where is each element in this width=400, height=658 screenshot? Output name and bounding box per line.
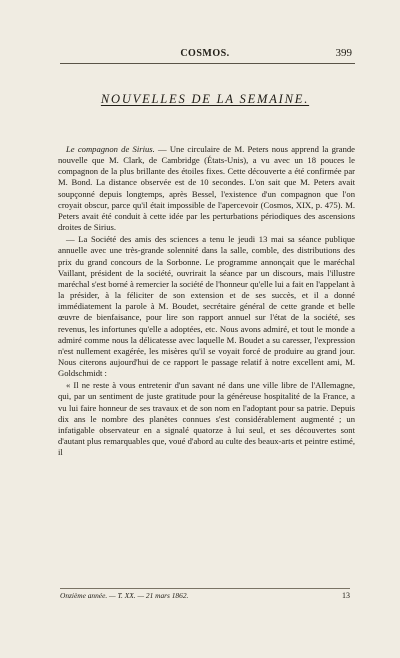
paragraph-text: — La Société des amis des sciences a tenu le jeudi 13 mai sa séance publique annuelle avec une très-grande solennité dans la salle, comble, des distributions des prix du grand concours de la Sorbonne. Le programme annonçait que le maréchal Vaillant, président de la société, ouvrirait la séance par un discours, mais l'illustre maréchal s'est borné à remercier la société de l'honneur qu'elle lui a fait en l'appelant à la présider, à la féliciter de son extension et de ses succès, et il a donné immédiatement la parole à M. Boudet, secrétaire général de cette grande et belle œuvre de bienfaisance, pour lire son rapport annuel sur l'état de la société, ses revenus, les infortunes qu'elle a adoptées, etc. Nous avons admiré, et tout le monde a admiré comme nous la délicatesse avec laquelle M. Boudet a su caresser, l'expression n'est nullement exagérée, les misères qu'il se voyait forcé de produire au grand jour. Nous citerons aujourd'hui de ce rapport le passage relatif à notre excellent ami, M. Goldschmidt : <box>58 234 355 379</box>
paragraph-text: — Une circulaire de M. Peters nous apprend la grande nouvelle que M. Clark, de Cambridge (États-Unis), a vu avec un 18 pouces le compagnon de la plus brillante des étoiles fixes. Cette découverte a été confirmée par M. Bond. La distance observée est de 10 secondes. L'on sait que M. Peters avait soupçonné depuis longtemps, après Bessel, l'existence d'un compagnon que l'on croyait obscur, parce qu'il était impossible de l'apercevoir (Cosmos, XIX, p. 475). M. Peters avait été conduit à cette idée par les perturbations périodiques des ascensions droites de Sirius. <box>58 144 355 233</box>
header-rule <box>60 63 355 64</box>
footer-rule <box>60 588 350 589</box>
footer-citation: Onzième année. — T. XX. — 21 mars 1862. <box>60 591 189 600</box>
running-head: COSMOS. <box>180 48 230 59</box>
paragraph-text: « Il ne reste à vous entretenir d'un savant né dans une ville libre de l'Allemagne, qui, par un sentiment de juste gratitude pour la généreuse hospitalité de la France, a vu lui faire honneur de ses travaux et de son nom en l'adoptant pour sa patrie. Depuis dix ans le nombre des planètes connues s'est considérablement augmenté ; un infatigable observateur en a signalé quatorze à lui seul, et ses découvertes sont d'autant plus remarquables que, voué d'abord au culte des beaux-arts et peintre estimé, il <box>58 380 355 458</box>
section-title: NOUVELLES DE LA SEMAINE. <box>100 92 310 106</box>
page-footer <box>60 591 350 600</box>
signature-mark: 13 <box>342 591 350 600</box>
paragraph-rapport <box>58 380 355 458</box>
paragraph-sirius <box>58 144 355 233</box>
article-body <box>58 144 355 458</box>
paragraph-societe <box>58 234 355 379</box>
page-number: 399 <box>335 47 352 59</box>
page-header <box>60 48 350 62</box>
paragraph-lead: Le compagnon de Sirius. <box>66 144 155 154</box>
